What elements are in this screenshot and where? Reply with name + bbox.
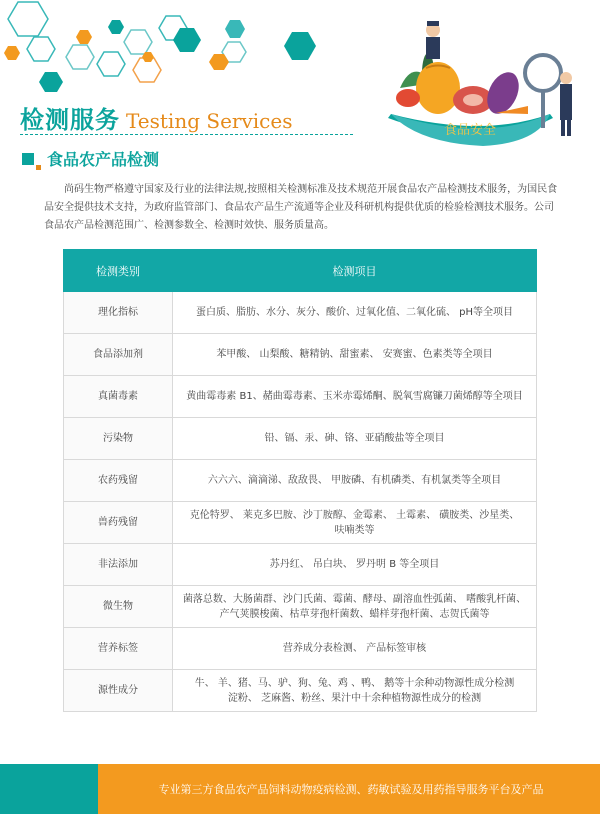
cell-items: 六六六、滴滴涕、敌敌畏、 甲胺磷、有机磷类、有机氯类等全项目 xyxy=(173,460,537,502)
page-title xyxy=(20,100,292,135)
section-title: 食品农产品检测 xyxy=(47,150,160,169)
table-row xyxy=(64,292,537,334)
cell-items: 营养成分表检测、 产品标签审核 xyxy=(173,628,537,670)
section-square-icon xyxy=(22,153,34,165)
cell-items: 克伦特罗、 莱克多巴胺、沙丁胺醇、金霉素、 土霉素、 磺胺类、沙星类、 呋喃类等 xyxy=(173,502,537,544)
cell-category: 污染物 xyxy=(64,418,173,460)
section-small-square-icon xyxy=(36,165,41,170)
title-english: Testing Services xyxy=(126,109,293,133)
cell-category: 兽药残留 xyxy=(64,502,173,544)
table-row xyxy=(64,460,537,502)
table-row xyxy=(64,502,537,544)
table-row xyxy=(64,586,537,628)
tomato-icon xyxy=(396,89,420,107)
testing-items-table xyxy=(63,249,537,712)
footer-banner xyxy=(0,764,600,814)
section-header xyxy=(22,147,159,170)
cell-items: 牛、 羊、猪、马、驴、狗、兔、鸡 、鸭、 鹅等十余种动物源性成分检测 淀粉、 芝麻酱、粉丝、果汁中十余种植物源性成分的检测 xyxy=(173,670,537,712)
title-chinese: 检测服务 xyxy=(20,106,120,134)
column-header-items: 检测项目 xyxy=(173,250,537,292)
badge-text: 食品安全 xyxy=(443,123,497,138)
column-header-category: 检测类别 xyxy=(64,250,173,292)
title-divider xyxy=(20,134,353,135)
cell-items: 苏丹红、 吊白块、 罗丹明 B 等全项目 xyxy=(173,544,537,586)
cell-items: 蛋白质、脂肪、水分、灰分、酸价、过氧化值、二氧化硫、 pH等全项目 xyxy=(173,292,537,334)
cell-category: 非法添加 xyxy=(64,544,173,586)
cell-items: 铅、镉、汞、砷、铬、亚硝酸盐等全项目 xyxy=(173,418,537,460)
cell-items: 苯甲酸、 山梨酸、糖精钠、甜蜜素、 安赛蜜、色素类等全项目 xyxy=(173,334,537,376)
cell-category: 农药残留 xyxy=(64,460,173,502)
cell-category: 理化指标 xyxy=(64,292,173,334)
table-row xyxy=(64,418,537,460)
table-header-row xyxy=(64,250,537,292)
intro-paragraph: 尚码生物严格遵守国家及行业的法律法规,按照相关检测标准及技术规范开展食品农产品检测技术服务，为国民食品安全提供技术支持，为政府监管部门、食品农产品生产流通等企业及科研机构提供优质的检验检测技术服务。公司食品农产品检测范围广、检测参数全、检测时效快、服务质量高。 xyxy=(44,184,558,231)
footer-text: 专业第三方食品农产品饲料动物疫病检测、药敏试验及用药指导服务平台及产品 xyxy=(98,764,600,814)
magnifier-icon xyxy=(525,55,561,91)
cell-items: 菌落总数、大肠菌群、沙门氏菌、霉菌、酵母、副溶血性弧菌、 嗜酸乳杆菌、 产气荚膜梭菌、枯草芽孢杆菌数、蜡样芽孢杆菌、志贺氏菌等 xyxy=(173,586,537,628)
table-row xyxy=(64,670,537,712)
table-row xyxy=(64,376,537,418)
table-row xyxy=(64,628,537,670)
table-row xyxy=(64,544,537,586)
cell-category: 营养标签 xyxy=(64,628,173,670)
food-safety-illustration xyxy=(378,18,578,148)
hexagon-pattern xyxy=(0,0,330,100)
cell-category: 食品添加剂 xyxy=(64,334,173,376)
footer-teal-block xyxy=(0,764,98,814)
cell-category: 源性成分 xyxy=(64,670,173,712)
cell-items: 黄曲霉毒素 B1、赭曲霉毒素、玉米赤霉烯酮、脱氧雪腐镰刀菌烯醇等全项目 xyxy=(173,376,537,418)
cell-category: 真菌毒素 xyxy=(64,376,173,418)
cell-category: 微生物 xyxy=(64,586,173,628)
pumpkin-icon xyxy=(416,62,460,114)
table-row xyxy=(64,334,537,376)
